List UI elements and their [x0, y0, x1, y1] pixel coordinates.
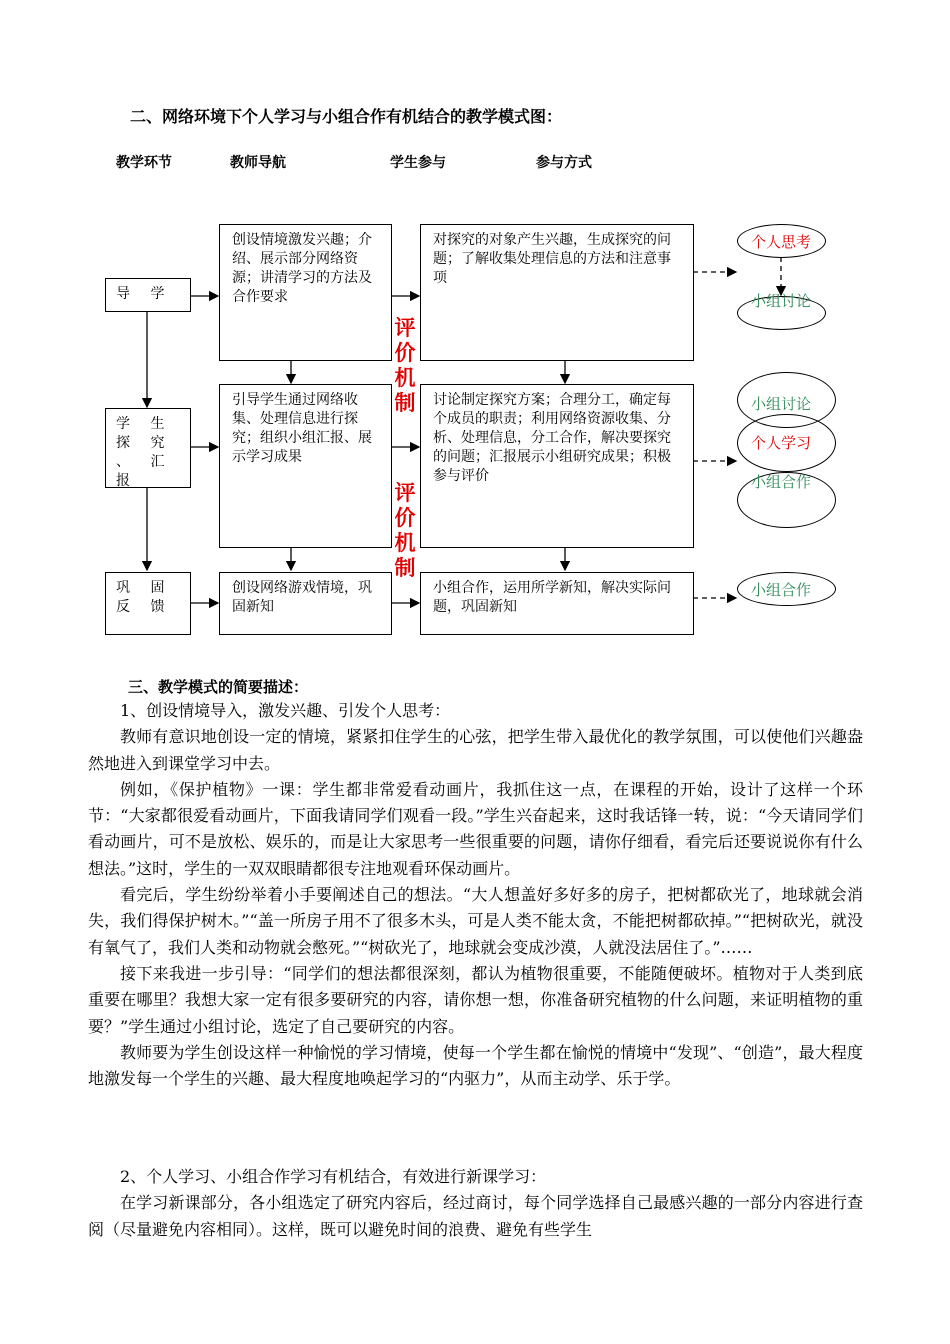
student-box-1: 对探究的对象产生兴趣，生成探究的问题；了解收集处理信息的方法和注意事项: [420, 224, 694, 361]
stage-box-consolidate: 巩 固 反 馈: [105, 572, 191, 635]
student-box-2: 讨论制定探究方案；合理分工，确定每个成员的职责；利用网络资源收集、分析、处理信息，分工合作，解决要探究的问题；汇报展示小组研究成果；积极参与评价: [420, 384, 694, 548]
paragraph: 教师有意识地创设一定的情境，紧紧扣住学生的心弦，把学生带入最优化的教学氛围，可以使他们兴趣盎然地进入到课堂学习中去。: [88, 727, 863, 773]
column-header-stage: 教学环节: [116, 155, 172, 171]
mode-label-group-discussion-2: 小组讨论: [751, 395, 812, 413]
teacher-box-2: 引导学生通过网络收集、处理信息进行探究；组织小组汇报、展示学习成果: [219, 384, 392, 548]
paragraph: 2、个人学习、小组合作学习有机结合，有效进行新课学习：: [120, 1167, 547, 1186]
column-header-teacher: 教师导航: [230, 155, 286, 171]
paragraph: 例如，《保护植物》一课：学生都非常爱看动画片，我抓住这一点，在课程的开始，设计了这样一个环节：“大家都很爱看动画片，下面我请同学们观看一段。”学生兴奋起来，这时我话锋一转，说：“今天请同学们看动画片，可不是放松、娱乐的，而是让大家思考一些很重要的问题，请你仔细看，看完后还要说说你有什么想法。”这时，学生的一双双眼睛都很专注地观看环保动画片。: [88, 779, 863, 878]
body-block-2: [88, 1164, 863, 1243]
mode-label-group-discussion-1: 小组讨论: [751, 292, 812, 310]
stage-box-guide: 导 学: [105, 278, 191, 312]
mode-label-group-cooperation-2: 小组合作: [751, 581, 812, 599]
teacher-box-3: 创设网络游戏情境，巩固新知: [219, 572, 392, 635]
student-box-3: 小组合作，运用所学新知，解决实际问题，巩固新知: [420, 572, 694, 635]
body-block-1: [88, 698, 863, 1092]
stage-box-explore: 学 生 探 究 、 汇 报: [105, 408, 191, 488]
paragraph: 1、创设情境导入，激发兴趣、引发个人思考：: [120, 701, 451, 720]
paragraph: 教师要为学生创设这样一种愉悦的学习情境，使每一个学生都在愉悦的情境中“发现”、“创造”，最大程度地激发每一个学生的兴趣、最大程度地唤起学习的“内驱力”，从而主动学、乐于学。: [88, 1042, 863, 1089]
mode-label-group-cooperation-1: 小组合作: [751, 473, 812, 491]
paragraph: 看完后，学生纷纷举着小手要阐述自己的想法。“大人想盖好多好多的房子，把树都砍光了，地球就会消失，我们得保护树木。”“盖一所房子用不了很多木头，可是人类不能太贪，不能把树都砍掉。”“把树砍光，就没有氧气了，我们人类和动物就会憋死。”“树砍光了，地球就会变成沙漠，人就没法居住了。”……: [88, 885, 863, 957]
section-heading-3: 三、教学模式的简要描述：: [128, 678, 309, 696]
evaluation-label-2: 评价机制: [394, 480, 416, 580]
mode-label-personal-study: 个人学习: [751, 434, 812, 452]
section-heading-2: 二、网络环境下个人学习与小组合作有机结合的教学模式图：: [130, 107, 563, 126]
paragraph: 接下来我进一步引导：“同学们的想法都很深刻，都认为植物很重要，不能随便破坏。植物对于人类到底重要在哪里？我想大家一定有很多要研究的内容，请你想一想，你准备研究植物的什么问题，来证明植物的重要？”学生通过小组讨论，选定了自己要研究的内容。: [88, 963, 863, 1036]
mode-label-personal-thinking: 个人思考: [751, 233, 812, 251]
column-header-student: 学生参与: [390, 155, 446, 171]
evaluation-label-1: 评价机制: [394, 315, 416, 415]
column-header-mode: 参与方式: [536, 155, 592, 171]
teacher-box-1: 创设情境激发兴趣；介绍、展示部分网络资源；讲清学习的方法及合作要求: [219, 224, 392, 361]
paragraph: 在学习新课部分，各小组选定了研究内容后，经过商讨，每个同学选择自己最感兴趣的一部分内容进行查阅（尽量避免内容相同）。这样，既可以避免时间的浪费、避免有些学生: [88, 1193, 863, 1239]
